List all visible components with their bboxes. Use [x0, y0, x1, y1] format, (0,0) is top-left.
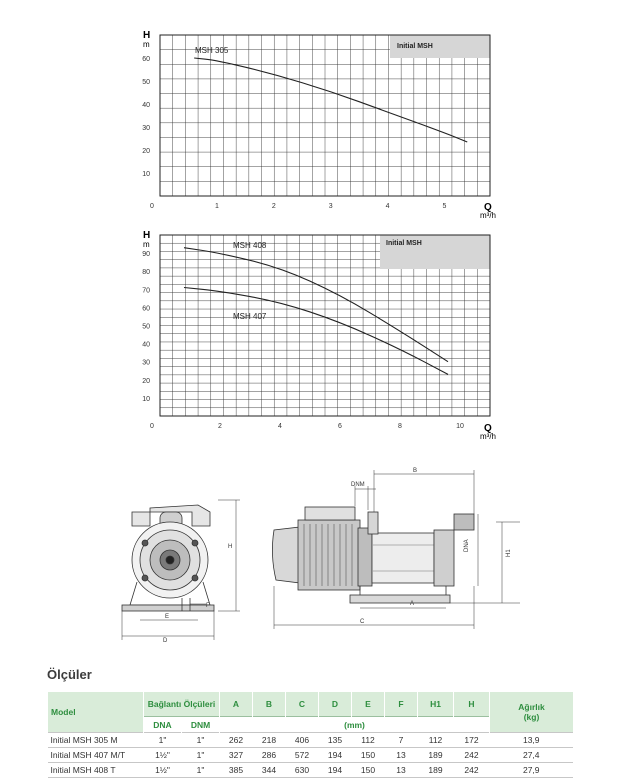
cell-e: 112: [352, 733, 385, 748]
cell-h1: 189: [418, 763, 454, 778]
cell-b: 286: [253, 748, 286, 763]
cell-e: 150: [352, 763, 385, 778]
y-tick-label: 20: [142, 148, 150, 155]
dimension-label-f: F: [206, 603, 210, 609]
dimension-label-dna: DNA: [464, 539, 470, 552]
cell-dna: 1½": [144, 748, 182, 763]
dimension-label-d: D: [163, 638, 168, 644]
cell-f: 7: [385, 733, 418, 748]
cell-d: 135: [319, 733, 352, 748]
cell-f: 13: [385, 748, 418, 763]
dimension-label-e: E: [165, 614, 170, 620]
header-col-h1: H1: [418, 692, 454, 717]
cell-dna: 1": [144, 733, 182, 748]
x-tick-label: 4: [385, 203, 390, 210]
y-tick-label: 50: [142, 79, 150, 86]
x-tick-label: 1: [214, 203, 219, 210]
cell-e: 150: [352, 748, 385, 763]
y-tick-label: 90: [142, 251, 150, 259]
curve-label: MSH 408: [233, 241, 267, 250]
header-connection: Bağlantı Ölçüleri: [144, 692, 220, 717]
x-tick-label: 2: [271, 203, 276, 210]
cell-model: Initial MSH 407 M/T: [48, 748, 144, 763]
cell-model: Initial MSH 408 T: [48, 763, 144, 778]
header-weight-unit: (kg): [523, 712, 540, 722]
y-tick-label: 50: [142, 323, 150, 331]
cell-dnm: 1": [182, 763, 220, 778]
dimension-label-h1: H1: [506, 549, 512, 557]
y-tick-label: 30: [142, 125, 150, 132]
dimension-label-h: H: [228, 544, 233, 550]
pump-side-view: [272, 470, 520, 629]
y-tick-label: 20: [142, 377, 150, 385]
dimension-label-c: C: [360, 619, 365, 625]
x-axis-unit: m³/h: [480, 211, 496, 220]
cell-h: 172: [454, 733, 490, 748]
header-weight: [490, 692, 574, 733]
section-title-dimensions: Ölçüler: [47, 667, 92, 682]
cell-d: 194: [319, 748, 352, 763]
y-tick-label: 40: [142, 341, 150, 349]
header-unit-mm: (mm): [220, 717, 490, 733]
cell-f: 13: [385, 763, 418, 778]
header-col-d: D: [319, 692, 352, 717]
header-col-c: C: [286, 692, 319, 717]
chart-box-label: Initial MSH: [397, 43, 433, 50]
x-tick-label: 6: [338, 423, 342, 430]
x-tick-label: 2: [218, 423, 222, 430]
x-tick-label: 8: [398, 423, 402, 430]
cell-b: 218: [253, 733, 286, 748]
cell-b: 344: [253, 763, 286, 778]
y-tick-label: 40: [142, 102, 150, 109]
table-row: [48, 763, 574, 778]
cell-c: 572: [286, 748, 319, 763]
pump-front-view: [122, 500, 240, 640]
cell-weight: 27,9: [490, 763, 574, 778]
header-dna: DNA: [144, 717, 182, 733]
table-row: [48, 733, 574, 748]
x-axis-letter: Q: [484, 202, 492, 213]
dimension-label-a: A: [410, 601, 415, 607]
cell-h1: 189: [418, 748, 454, 763]
cell-c: 630: [286, 763, 319, 778]
x-tick-label: 0: [150, 203, 154, 210]
dimension-label-dnm: DNM: [351, 482, 365, 488]
curve-label: MSH 305: [195, 46, 229, 55]
x-tick-label: 5: [442, 203, 447, 210]
header-col-b: B: [253, 692, 286, 717]
dimension-label-b: B: [413, 468, 418, 474]
x-axis-unit: m³/h: [480, 432, 496, 441]
y-axis-letter: H: [143, 230, 151, 241]
cell-d: 194: [319, 763, 352, 778]
x-tick-label: 4: [278, 423, 282, 430]
dimensions-table: [47, 692, 573, 778]
cell-dnm: 1": [182, 733, 220, 748]
cell-a: 262: [220, 733, 253, 748]
y-tick-label: 30: [142, 359, 150, 367]
y-tick-label: 10: [142, 395, 150, 403]
cell-dnm: 1": [182, 748, 220, 763]
x-axis-letter: Q: [484, 423, 492, 434]
pump-dimension-drawings: [0, 455, 631, 655]
cell-model: Initial MSH 305 M: [48, 733, 144, 748]
header-col-h: H: [454, 692, 490, 717]
y-tick-label: 60: [142, 305, 150, 313]
cell-a: 385: [220, 763, 253, 778]
y-tick-label: 60: [142, 56, 150, 63]
header-weight-label: Ağırlık: [518, 702, 545, 712]
cell-dna: 1½": [144, 763, 182, 778]
header-model: Model: [48, 692, 144, 733]
table-row: [48, 748, 574, 763]
x-tick-label: 10: [456, 423, 464, 430]
y-tick-label: 80: [142, 269, 150, 277]
cell-h: 242: [454, 748, 490, 763]
x-tick-label: 0: [150, 423, 154, 430]
curve-label: MSH 407: [233, 312, 267, 321]
header-col-a: A: [220, 692, 253, 717]
y-axis-unit: m: [143, 240, 150, 249]
cell-weight: 13,9: [490, 733, 574, 748]
cell-a: 327: [220, 748, 253, 763]
header-col-f: F: [385, 692, 418, 717]
x-tick-label: 3: [328, 203, 333, 210]
cell-c: 406: [286, 733, 319, 748]
header-dnm: DNM: [182, 717, 220, 733]
cell-weight: 27,4: [490, 748, 574, 763]
y-tick-label: 70: [142, 287, 150, 295]
y-axis-letter: H: [143, 30, 151, 41]
y-axis-unit: m: [143, 40, 150, 49]
chart-box-label: Initial MSH: [386, 240, 422, 247]
cell-h1: 112: [418, 733, 454, 748]
header-col-e: E: [352, 692, 385, 717]
y-tick-label: 10: [142, 171, 150, 178]
cell-h: 242: [454, 763, 490, 778]
